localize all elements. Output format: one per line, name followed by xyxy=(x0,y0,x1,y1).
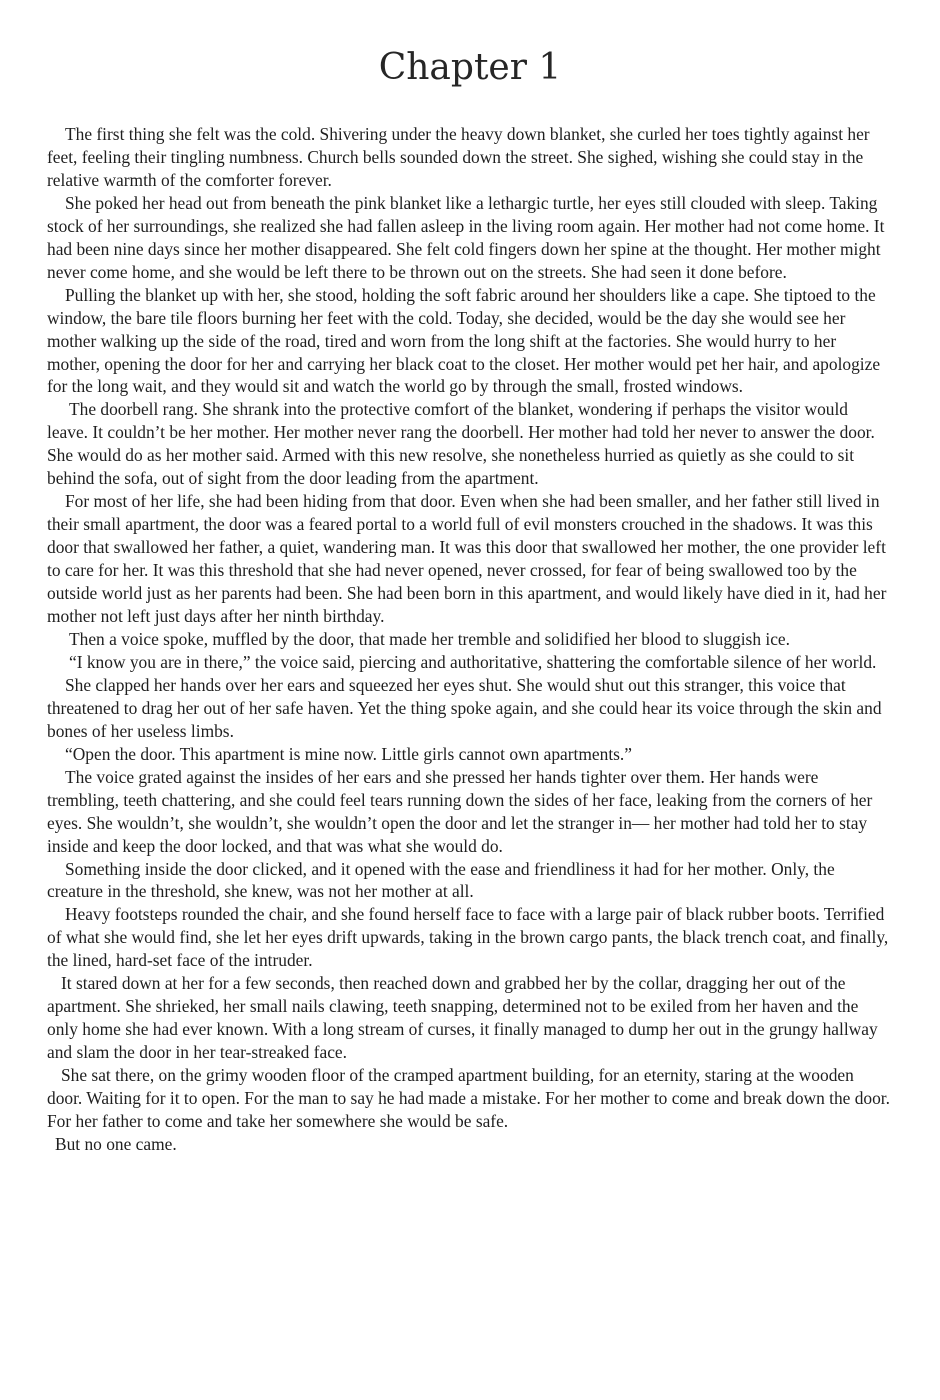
paragraph: But no one came. xyxy=(55,1133,177,1154)
paragraph: She poked her head out from beneath the pink blanket like a lethargic turtle, her eyes still clouded with sleep. Taking stock of her surroundings, she realized she had fallen asleep in the living room again. Her mother had not come home. It had been nine days since her mother disappeared. She felt cold fingers down her spine at the thought. Her mother might never come home, and she would be left there to be thrown out on the streets. She had seen it done before. xyxy=(47,192,885,282)
paragraph: It stared down at her for a few seconds, then reached down and grabbed her by the collar, dragging her out of the apartment. She shrieked, her small nails clawing, teeth snapping, determined not to be exiled from her haven and the only home she had ever known. With a long stream of curses, it finally managed to dump her out in the grungy hallway and slam the door in her tear-streaked face. xyxy=(47,973,878,1063)
paragraph: “I know you are in there,” the voice said, piercing and authoritative, shattering the comfortable silence of her world. xyxy=(69,651,877,672)
paragraph: She clapped her hands over her ears and squeezed her eyes shut. She would shut out this stranger, this voice that threatened to drag her out of her safe haven. Yet the thing spoke again, and she could hear its voice through the skin and bones of her useless limbs. xyxy=(47,674,882,741)
paragraph: She sat there, on the grimy wooden floor of the cramped apartment building, for an eternity, staring at the wooden door. Waiting for it to open. For the man to say he had made a mistake. For her mother to come and break down the door. For her father to come and take her somewhere she would be safe. xyxy=(47,1065,890,1131)
paragraph: Then a voice spoke, muffled by the door, that made her tremble and solidified her blood to sluggish ice. xyxy=(69,628,790,649)
paragraph: The first thing she felt was the cold. Shivering under the heavy down blanket, she curled her toes tightly against her feet, feeling their tingling numbness. Church bells sounded down the street. She sighed, wishing she could stay in the relative warmth of the comforter forever. xyxy=(47,124,870,190)
paragraph: The doorbell rang. She shrank into the protective comfort of the blanket, wondering if perhaps the visitor would leave. It couldn’t be her mother. Her mother never rang the doorbell. Her mother had told her never to answer the door. She would do as her mother said. Armed with this new resolve, she nonetheless hurried as quietly as she could to sit behind the sofa, out of sight from the door leading from the apartment. xyxy=(47,399,875,489)
paragraph: Pulling the blanket up with her, she stood, holding the soft fabric around her shoulders like a cape. She tiptoed to the window, the bare tile floors burning her feet with the cold. Today, she decided, would be the day she would see her mother walking up the side of the road, tired and worn from the long shift at the factories. She would hurry to her mother, opening the door for her and carrying her black coat to the closet. Her mother would pet her hair, and apologize for the long wait, and they would sit and watch the world go by through the small, frosted windows. xyxy=(47,284,881,397)
paragraph: For most of her life, she had been hiding from that door. Even when she had been smaller, and her father still lived in their small apartment, the door was a feared portal to a world full of evil monsters crouched in the shadows. It was this door that swallowed her father, a quiet, wandering man. It was this door that swallowed her mother, the one provider left to care for her. It was this threshold that she had never opened, never crossed, for fear of being swallowed too by the outside world just as her parents had been. She had been born in this apartment, and would likely have died in it, had her mother not left just days after her ninth birthday. xyxy=(47,491,887,627)
paragraph: Something inside the door clicked, and it opened with the ease and friendliness it had for her mother. Only, the creature in the threshold, she knew, was not her mother at all. xyxy=(47,858,835,902)
paragraph: The voice grated against the insides of her ears and she pressed her hands tighter over them. Her hands were trembling, teeth chattering, and she could feel tears running down the sides of her face, leaking from the corners of her eyes. She wouldn’t, she wouldn’t, she wouldn’t open the door and let the stranger in–– her mother had told her to stay inside and keep the door locked, and that was what she would do. xyxy=(47,766,873,856)
paragraph: Heavy footsteps rounded the chair, and she found herself face to face with a large pair of black rubber boots. Terrified of what she would find, she let her eyes drift upwards, taking in the brown cargo pants, the black trench coat, and finally, the lined, hard-set face of the intruder. xyxy=(47,904,889,971)
chapter-title: Chapter 1 xyxy=(378,47,562,88)
paragraph: “Open the door. This apartment is mine now. Little girls cannot own apartments.” xyxy=(65,743,632,764)
chapter-body xyxy=(47,123,892,1156)
